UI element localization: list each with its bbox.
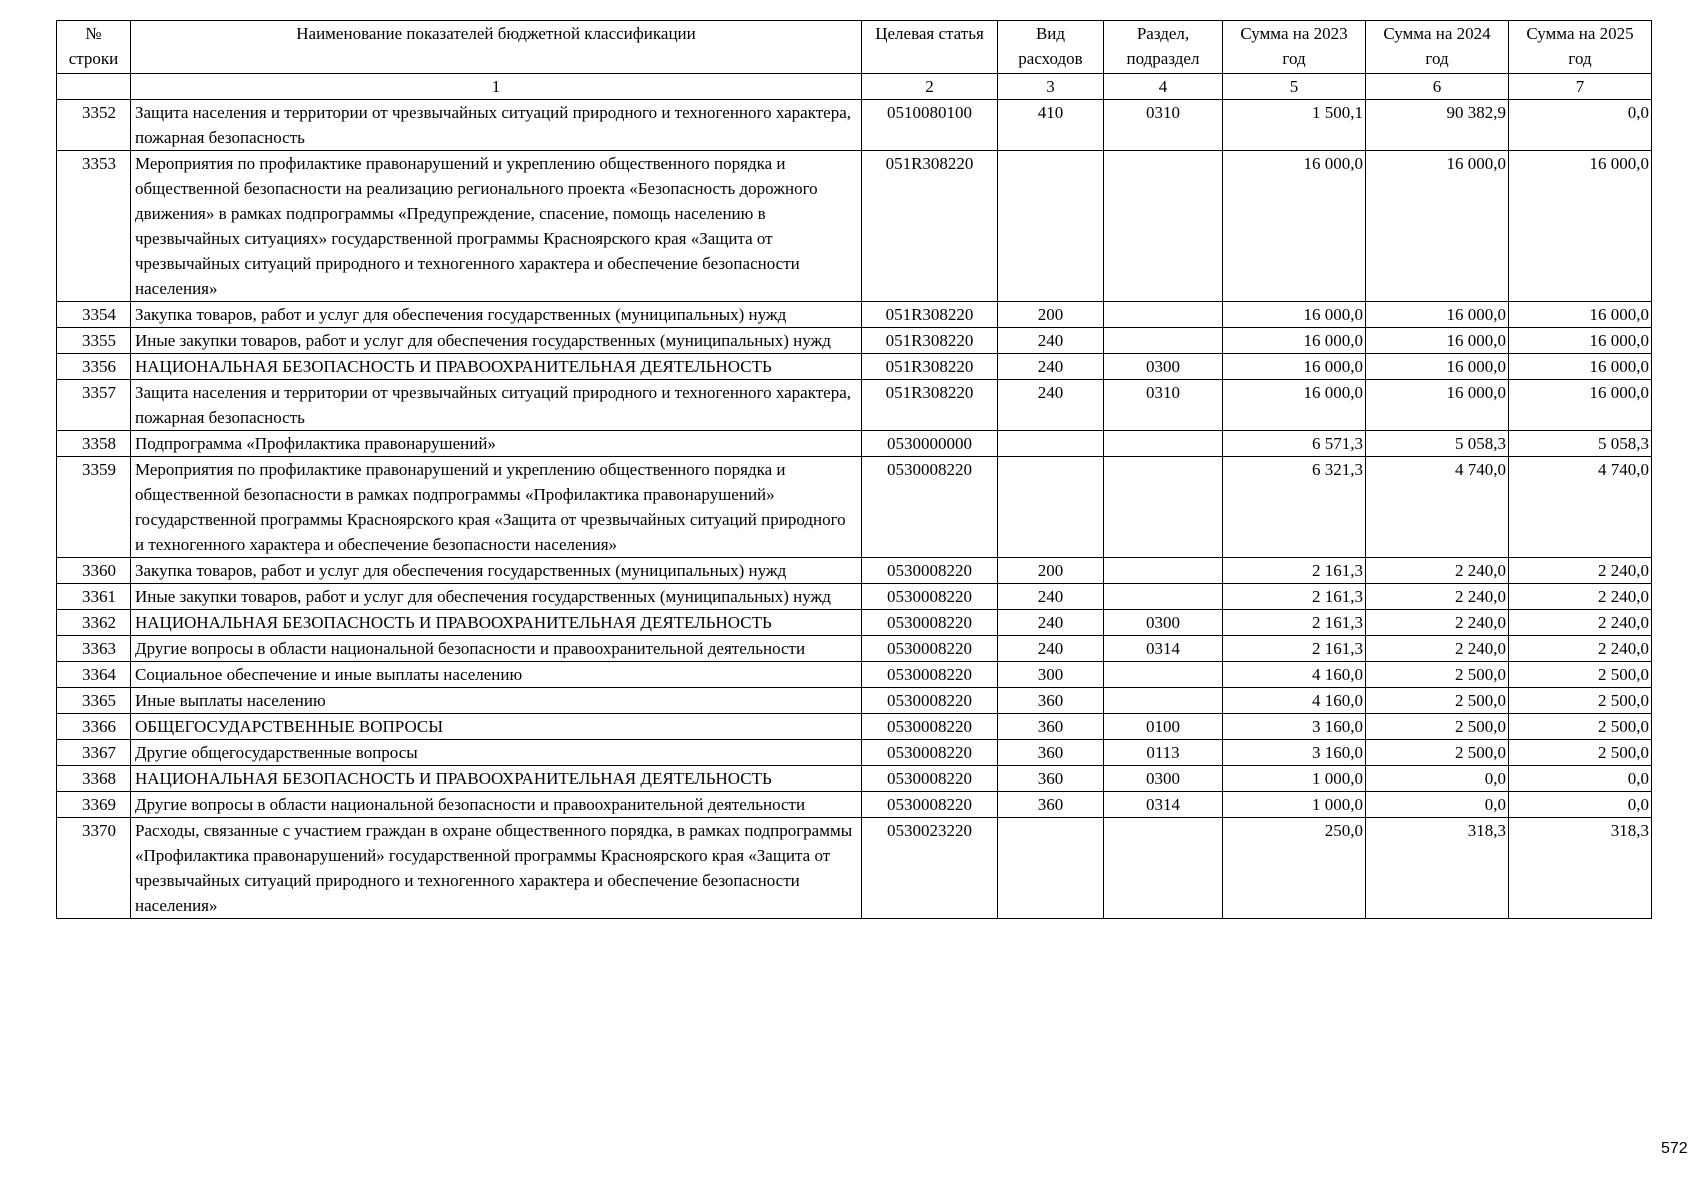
column-number-row xyxy=(57,74,1652,100)
sum-2025-cell: 318,3 xyxy=(1509,818,1652,919)
table-row xyxy=(57,328,1652,354)
sum-2025-cell: 16 000,0 xyxy=(1509,354,1652,380)
sum-2024-cell: 2 240,0 xyxy=(1366,584,1509,610)
table-row xyxy=(57,740,1652,766)
row-number-cell: 3352 xyxy=(57,100,131,151)
sum-2025-cell: 0,0 xyxy=(1509,100,1652,151)
sum-2025-cell: 4 740,0 xyxy=(1509,457,1652,558)
target-article-cell: 051R308220 xyxy=(862,380,998,431)
header-row-no: № строки xyxy=(57,21,131,74)
row-number-cell: 3364 xyxy=(57,662,131,688)
expense-kind-cell: 240 xyxy=(998,636,1104,662)
sum-2025-cell: 16 000,0 xyxy=(1509,151,1652,302)
column-number: 6 xyxy=(1366,74,1509,100)
sum-2023-cell: 4 160,0 xyxy=(1223,662,1366,688)
indicator-name-cell: Социальное обеспечение и иные выплаты населению xyxy=(131,662,862,688)
section-cell: 0300 xyxy=(1104,354,1223,380)
section-cell: 0310 xyxy=(1104,100,1223,151)
target-article-cell: 051R308220 xyxy=(862,328,998,354)
header-sum-2024: Сумма на 2024 год xyxy=(1366,21,1509,74)
section-cell: 0100 xyxy=(1104,714,1223,740)
section-cell: 0314 xyxy=(1104,636,1223,662)
indicator-name-cell: Другие общегосударственные вопросы xyxy=(131,740,862,766)
sum-2024-cell: 16 000,0 xyxy=(1366,354,1509,380)
section-cell xyxy=(1104,818,1223,919)
budget-table xyxy=(56,20,1652,919)
row-number-cell: 3361 xyxy=(57,584,131,610)
sum-2024-cell: 16 000,0 xyxy=(1366,302,1509,328)
header-kind: Вид расходов xyxy=(998,21,1104,74)
indicator-name-cell: Защита населения и территории от чрезвычайных ситуаций природного и техногенного характера, пожарная безопасность xyxy=(131,100,862,151)
sum-2025-cell: 2 500,0 xyxy=(1509,662,1652,688)
row-number-cell: 3353 xyxy=(57,151,131,302)
column-number: 5 xyxy=(1223,74,1366,100)
sum-2024-cell: 16 000,0 xyxy=(1366,151,1509,302)
sum-2023-cell: 2 161,3 xyxy=(1223,636,1366,662)
sum-2023-cell: 6 321,3 xyxy=(1223,457,1366,558)
row-number-cell: 3365 xyxy=(57,688,131,714)
expense-kind-cell: 240 xyxy=(998,354,1104,380)
sum-2025-cell: 2 500,0 xyxy=(1509,714,1652,740)
table-row xyxy=(57,636,1652,662)
expense-kind-cell xyxy=(998,457,1104,558)
sum-2024-cell: 2 240,0 xyxy=(1366,610,1509,636)
target-article-cell: 0530008220 xyxy=(862,584,998,610)
target-article-cell: 0530008220 xyxy=(862,610,998,636)
expense-kind-cell: 240 xyxy=(998,380,1104,431)
indicator-name-cell: НАЦИОНАЛЬНАЯ БЕЗОПАСНОСТЬ И ПРАВООХРАНИТЕЛЬНАЯ ДЕЯТЕЛЬНОСТЬ xyxy=(131,610,862,636)
sum-2023-cell: 16 000,0 xyxy=(1223,354,1366,380)
section-cell: 0300 xyxy=(1104,766,1223,792)
sum-2025-cell: 2 500,0 xyxy=(1509,688,1652,714)
target-article-cell: 0530008220 xyxy=(862,457,998,558)
table-row xyxy=(57,714,1652,740)
row-number-cell: 3362 xyxy=(57,610,131,636)
indicator-name-cell: Мероприятия по профилактике правонарушений и укреплению общественного порядка и общественной безопасности в рамках подпрограммы «Профилактика правонарушений» государственной программы Красноярского края «Защита от чрезвычайных ситуаций природного и техногенного характера и обеспечение безопасности населения» xyxy=(131,457,862,558)
table-row xyxy=(57,792,1652,818)
indicator-name-cell: Иные закупки товаров, работ и услуг для обеспечения государственных (муниципальных) нужд xyxy=(131,328,862,354)
sum-2023-cell: 3 160,0 xyxy=(1223,714,1366,740)
indicator-name-cell: Иные закупки товаров, работ и услуг для обеспечения государственных (муниципальных) нужд xyxy=(131,584,862,610)
row-number-cell: 3357 xyxy=(57,380,131,431)
sum-2025-cell: 16 000,0 xyxy=(1509,328,1652,354)
target-article-cell: 051R308220 xyxy=(862,151,998,302)
indicator-name-cell: Защита населения и территории от чрезвычайных ситуаций природного и техногенного характера, пожарная безопасность xyxy=(131,380,862,431)
target-article-cell: 0510080100 xyxy=(862,100,998,151)
expense-kind-cell: 200 xyxy=(998,558,1104,584)
column-number: 1 xyxy=(131,74,862,100)
column-number: 4 xyxy=(1104,74,1223,100)
indicator-name-cell: Иные выплаты населению xyxy=(131,688,862,714)
target-article-cell: 0530008220 xyxy=(862,740,998,766)
section-cell xyxy=(1104,328,1223,354)
header-sum-2025: Сумма на 2025 год xyxy=(1509,21,1652,74)
sum-2023-cell: 2 161,3 xyxy=(1223,558,1366,584)
sum-2023-cell: 1 500,1 xyxy=(1223,100,1366,151)
table-row xyxy=(57,662,1652,688)
expense-kind-cell: 200 xyxy=(998,302,1104,328)
header-row xyxy=(57,21,1652,74)
section-cell xyxy=(1104,302,1223,328)
row-number-cell: 3359 xyxy=(57,457,131,558)
table-row xyxy=(57,610,1652,636)
expense-kind-cell: 300 xyxy=(998,662,1104,688)
target-article-cell: 051R308220 xyxy=(862,302,998,328)
row-number-cell: 3370 xyxy=(57,818,131,919)
expense-kind-cell: 240 xyxy=(998,328,1104,354)
expense-kind-cell xyxy=(998,818,1104,919)
header-sum-2023: Сумма на 2023 год xyxy=(1223,21,1366,74)
sum-2023-cell: 1 000,0 xyxy=(1223,766,1366,792)
sum-2023-cell: 4 160,0 xyxy=(1223,688,1366,714)
section-cell: 0310 xyxy=(1104,380,1223,431)
indicator-name-cell: НАЦИОНАЛЬНАЯ БЕЗОПАСНОСТЬ И ПРАВООХРАНИТЕЛЬНАЯ ДЕЯТЕЛЬНОСТЬ xyxy=(131,354,862,380)
page-number: 572 xyxy=(1661,1140,1688,1157)
header-name: Наименование показателей бюджетной классификации xyxy=(131,21,862,74)
sum-2024-cell: 16 000,0 xyxy=(1366,380,1509,431)
column-number xyxy=(57,74,131,100)
header-target: Целевая статья xyxy=(862,21,998,74)
table-row xyxy=(57,431,1652,457)
column-number: 2 xyxy=(862,74,998,100)
target-article-cell: 0530008220 xyxy=(862,662,998,688)
row-number-cell: 3368 xyxy=(57,766,131,792)
indicator-name-cell: Расходы, связанные с участием граждан в охране общественного порядка, в рамках подпрограммы «Профилактика правонарушений» государственной программы Красноярского края «Защита от чрезвычайных ситуаций природного и техногенного характера и обеспечение безопасности населения» xyxy=(131,818,862,919)
sum-2024-cell: 2 500,0 xyxy=(1366,688,1509,714)
sum-2024-cell: 318,3 xyxy=(1366,818,1509,919)
section-cell xyxy=(1104,558,1223,584)
section-cell xyxy=(1104,457,1223,558)
indicator-name-cell: Другие вопросы в области национальной безопасности и правоохранительной деятельности xyxy=(131,792,862,818)
sum-2023-cell: 16 000,0 xyxy=(1223,151,1366,302)
expense-kind-cell: 360 xyxy=(998,766,1104,792)
section-cell xyxy=(1104,584,1223,610)
column-number: 7 xyxy=(1509,74,1652,100)
table-row xyxy=(57,558,1652,584)
sum-2024-cell: 0,0 xyxy=(1366,766,1509,792)
section-cell xyxy=(1104,662,1223,688)
target-article-cell: 0530008220 xyxy=(862,688,998,714)
sum-2024-cell: 5 058,3 xyxy=(1366,431,1509,457)
expense-kind-cell xyxy=(998,431,1104,457)
expense-kind-cell xyxy=(998,151,1104,302)
table-row xyxy=(57,302,1652,328)
target-article-cell: 0530008220 xyxy=(862,714,998,740)
expense-kind-cell: 240 xyxy=(998,610,1104,636)
sum-2024-cell: 4 740,0 xyxy=(1366,457,1509,558)
row-number-cell: 3369 xyxy=(57,792,131,818)
sum-2023-cell: 16 000,0 xyxy=(1223,380,1366,431)
sum-2025-cell: 2 240,0 xyxy=(1509,610,1652,636)
table-row xyxy=(57,380,1652,431)
sum-2025-cell: 2 240,0 xyxy=(1509,584,1652,610)
table-row xyxy=(57,584,1652,610)
sum-2023-cell: 3 160,0 xyxy=(1223,740,1366,766)
expense-kind-cell: 360 xyxy=(998,688,1104,714)
row-number-cell: 3358 xyxy=(57,431,131,457)
target-article-cell: 0530023220 xyxy=(862,818,998,919)
section-cell xyxy=(1104,151,1223,302)
sum-2023-cell: 250,0 xyxy=(1223,818,1366,919)
sum-2024-cell: 16 000,0 xyxy=(1366,328,1509,354)
row-number-cell: 3366 xyxy=(57,714,131,740)
expense-kind-cell: 360 xyxy=(998,714,1104,740)
indicator-name-cell: ОБЩЕГОСУДАРСТВЕННЫЕ ВОПРОСЫ xyxy=(131,714,862,740)
sum-2023-cell: 16 000,0 xyxy=(1223,302,1366,328)
target-article-cell: 0530008220 xyxy=(862,558,998,584)
section-cell: 0300 xyxy=(1104,610,1223,636)
row-number-cell: 3354 xyxy=(57,302,131,328)
table-row xyxy=(57,766,1652,792)
sum-2025-cell: 2 500,0 xyxy=(1509,740,1652,766)
sum-2025-cell: 0,0 xyxy=(1509,792,1652,818)
indicator-name-cell: Другие вопросы в области национальной безопасности и правоохранительной деятельности xyxy=(131,636,862,662)
indicator-name-cell: Закупка товаров, работ и услуг для обеспечения государственных (муниципальных) нужд xyxy=(131,302,862,328)
sum-2024-cell: 0,0 xyxy=(1366,792,1509,818)
sum-2023-cell: 2 161,3 xyxy=(1223,610,1366,636)
row-number-cell: 3355 xyxy=(57,328,131,354)
header-section: Раздел, подраздел xyxy=(1104,21,1223,74)
sum-2024-cell: 2 500,0 xyxy=(1366,714,1509,740)
indicator-name-cell: Подпрограмма «Профилактика правонарушений» xyxy=(131,431,862,457)
column-number: 3 xyxy=(998,74,1104,100)
row-number-cell: 3367 xyxy=(57,740,131,766)
target-article-cell: 051R308220 xyxy=(862,354,998,380)
sum-2025-cell: 0,0 xyxy=(1509,766,1652,792)
expense-kind-cell: 360 xyxy=(998,792,1104,818)
sum-2023-cell: 16 000,0 xyxy=(1223,328,1366,354)
section-cell: 0113 xyxy=(1104,740,1223,766)
sum-2024-cell: 2 240,0 xyxy=(1366,636,1509,662)
expense-kind-cell: 240 xyxy=(998,584,1104,610)
row-number-cell: 3363 xyxy=(57,636,131,662)
target-article-cell: 0530008220 xyxy=(862,766,998,792)
sum-2025-cell: 16 000,0 xyxy=(1509,380,1652,431)
expense-kind-cell: 360 xyxy=(998,740,1104,766)
row-number-cell: 3356 xyxy=(57,354,131,380)
sum-2023-cell: 2 161,3 xyxy=(1223,584,1366,610)
expense-kind-cell: 410 xyxy=(998,100,1104,151)
sum-2025-cell: 2 240,0 xyxy=(1509,636,1652,662)
target-article-cell: 0530000000 xyxy=(862,431,998,457)
table-row xyxy=(57,151,1652,302)
sum-2024-cell: 90 382,9 xyxy=(1366,100,1509,151)
sum-2023-cell: 6 571,3 xyxy=(1223,431,1366,457)
table-row xyxy=(57,100,1652,151)
table-row xyxy=(57,354,1652,380)
sum-2024-cell: 2 500,0 xyxy=(1366,740,1509,766)
sum-2024-cell: 2 500,0 xyxy=(1366,662,1509,688)
indicator-name-cell: НАЦИОНАЛЬНАЯ БЕЗОПАСНОСТЬ И ПРАВООХРАНИТЕЛЬНАЯ ДЕЯТЕЛЬНОСТЬ xyxy=(131,766,862,792)
section-cell: 0314 xyxy=(1104,792,1223,818)
sum-2025-cell: 2 240,0 xyxy=(1509,558,1652,584)
row-number-cell: 3360 xyxy=(57,558,131,584)
section-cell xyxy=(1104,431,1223,457)
sum-2025-cell: 16 000,0 xyxy=(1509,302,1652,328)
table-row xyxy=(57,457,1652,558)
indicator-name-cell: Мероприятия по профилактике правонарушений и укреплению общественного порядка и общественной безопасности на реализацию регионального проекта «Безопасность дорожного движения» в рамках подпрограммы «Предупреждение, спасение, помощь населению в чрезвычайных ситуациях» государственной программы Красноярского края «Защита от чрезвычайных ситуаций природного и техногенного характера и обеспечение безопасности населения» xyxy=(131,151,862,302)
table-row xyxy=(57,688,1652,714)
sum-2023-cell: 1 000,0 xyxy=(1223,792,1366,818)
target-article-cell: 0530008220 xyxy=(862,792,998,818)
section-cell xyxy=(1104,688,1223,714)
target-article-cell: 0530008220 xyxy=(862,636,998,662)
table-row xyxy=(57,818,1652,919)
indicator-name-cell: Закупка товаров, работ и услуг для обеспечения государственных (муниципальных) нужд xyxy=(131,558,862,584)
sum-2025-cell: 5 058,3 xyxy=(1509,431,1652,457)
sum-2024-cell: 2 240,0 xyxy=(1366,558,1509,584)
